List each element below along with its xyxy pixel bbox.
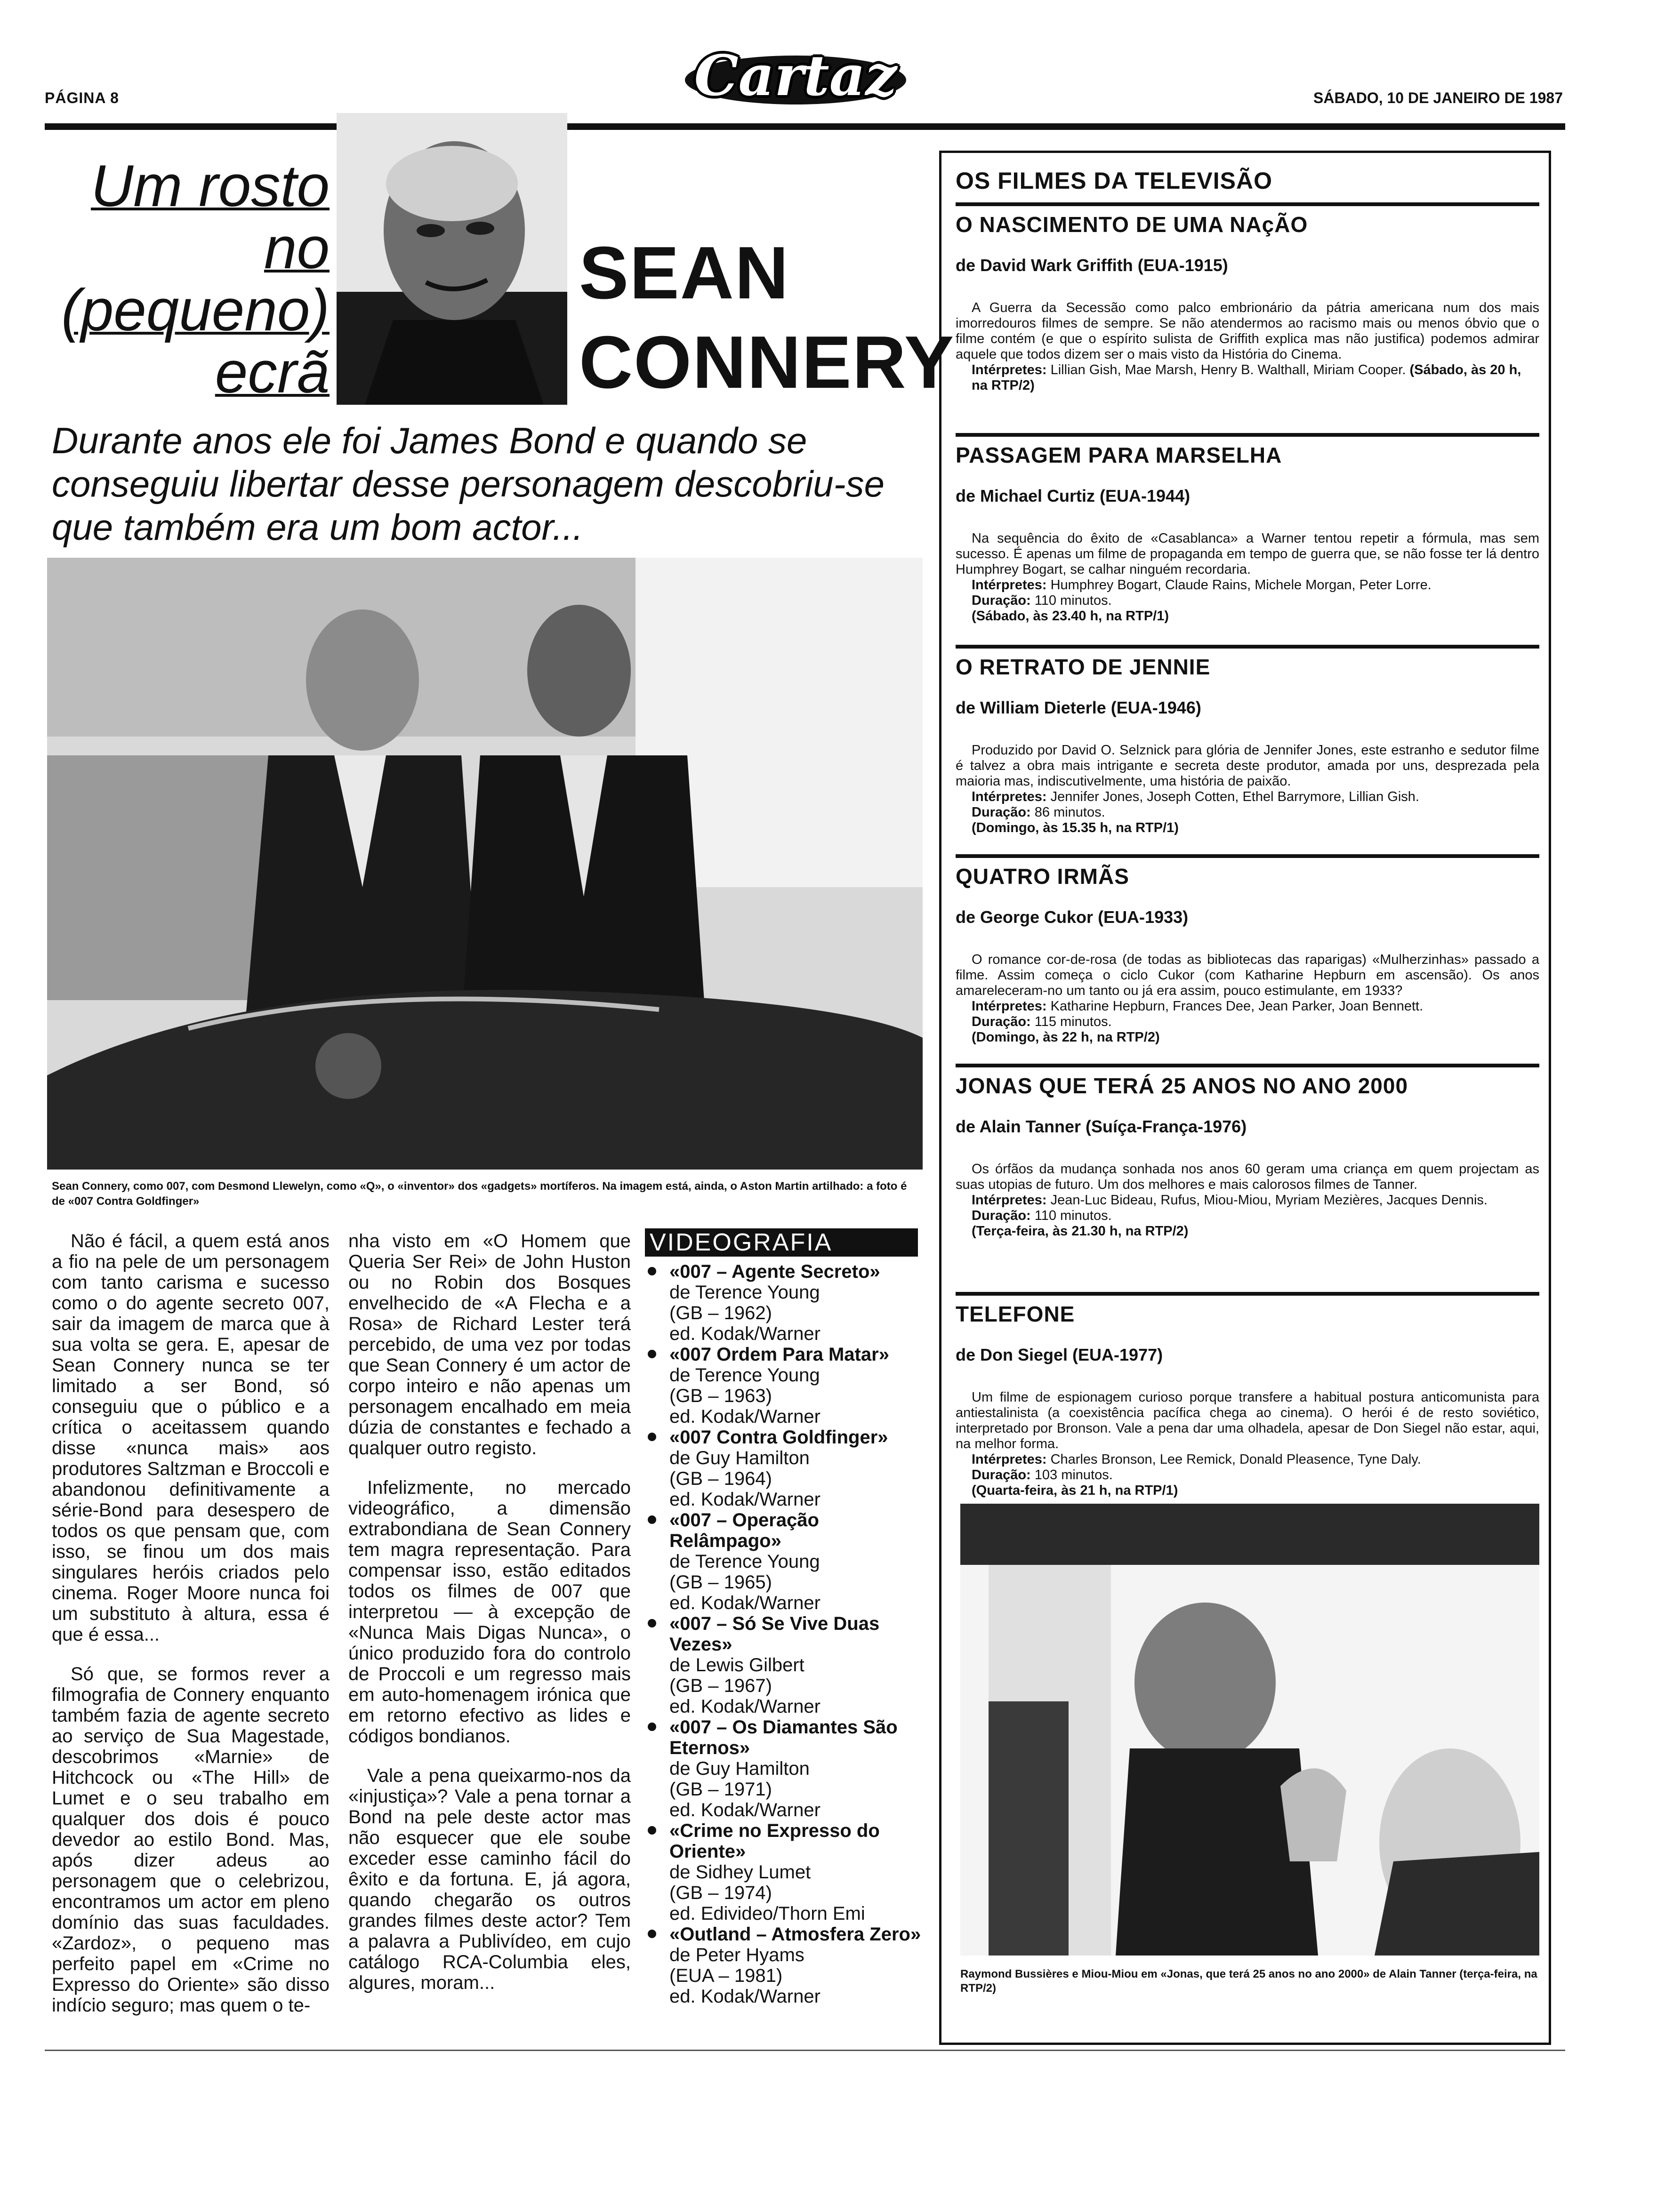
vg-director: de Terence Young xyxy=(669,1551,820,1572)
duration-value: 115 minutos. xyxy=(1034,1014,1112,1029)
duration-label: Duração: xyxy=(972,1208,1031,1223)
tv-section-title: OS FILMES DA TELEVISÃO xyxy=(956,168,1272,194)
film-director: de William Dieterle (EUA-1946) xyxy=(956,698,1201,717)
vg-title: «007 – Agente Secreto» xyxy=(669,1261,880,1282)
film-synopsis: Produzido por David O. Selznick para glória de Jennifer Jones, este estranho e sedutor filme é talvez a obra mais intrigante e secreta deste produtor, amada por uns, desprezada pela maioria mas, indiscutivelmente, uma história de paixão. xyxy=(956,743,1539,789)
headline-line: CONNERY xyxy=(579,321,955,404)
article-paragraph: Só que, se formos rever a filmografia de Connery enquanto também fazia de agente secreto ao serviço de Sua Magestade, descobrimos «Marnie» de Hitchcock ou «The Hill» de Lumet e o seu trabalho em qualquer dos dois é pouco devedor ao estilo Bond. Mas, após dizer adeus ao personagem que o celebrizou, encontramos um actor em pleno domínio das suas faculdades. «Zardoz», o pequeno mas perfeito papel em «Crime no Expresso do Oriente» são disso indício seguro; mas quem o te- xyxy=(52,1664,330,2016)
tv-film-entry xyxy=(956,645,1539,836)
vg-title: «Crime no Expresso do Oriente» xyxy=(669,1820,880,1862)
tv-film-entry xyxy=(956,202,1539,393)
duration-label: Duração: xyxy=(972,1467,1031,1483)
bullet-icon xyxy=(648,1350,656,1358)
vg-year: (GB – 1962) xyxy=(669,1303,772,1323)
videografia-list xyxy=(645,1261,923,2007)
film-schedule: (Sábado, às 20 h, na RTP/2) xyxy=(972,362,1521,393)
film-director: de George Cukor (EUA-1933) xyxy=(956,907,1189,927)
jonas-photo xyxy=(960,1504,1539,1956)
bullet-icon xyxy=(648,1826,656,1835)
duration-value: 103 minutos. xyxy=(1034,1467,1113,1483)
vg-year: (GB – 1971) xyxy=(669,1779,772,1800)
vg-label: ed. Kodak/Warner xyxy=(669,1800,820,1820)
videografia-item xyxy=(645,1344,923,1427)
portrait-photo xyxy=(337,113,567,405)
vg-label: ed. Kodak/Warner xyxy=(669,1986,820,2007)
article-paragraph: Não é fácil, a quem está anos a fio na pele de um personagem com tanto carisma e sucesso como o do agente secreto 007, sair da imagem de marca que à sua volta se gera. E, apesar de Sean Connery nunca se ter limitado a ser Bond, só conseguiu que o público e a crítica o aceitassem quando disse «nunca mais» aos produtores Saltzman e Broccoli e abandonou definitivamente a série-Bond para desespero de todos os que pensam que, com isso, se finou um dos mais singulares heróis criados pelo cinema. Roger Moore nunca foi um substituto à altura, essa é que é essa... xyxy=(52,1231,330,1645)
film-synopsis: A Guerra da Secessão como palco embrionário da pátria americana num dos mais imorredouros filmes de sempre. Se não atendermos ao racismo mais ou menos óbvio que o filme contém (e que o espírito sulista de Griffith explica mas não justifica) podemos admirar aquele que todos dizem ser o mais visto da História do Cinema. xyxy=(956,300,1539,362)
article-column-1 xyxy=(52,1231,330,2035)
film-director: de David Wark Griffith (EUA-1915) xyxy=(956,256,1228,275)
film-duration xyxy=(956,805,1539,820)
kicker-line: (pequeno) xyxy=(61,278,330,343)
videografia-item xyxy=(645,1427,923,1510)
vg-label: ed. Kodak/Warner xyxy=(669,1323,820,1344)
film-duration xyxy=(956,593,1539,609)
film-title: TELEFONE xyxy=(956,1302,1075,1326)
cast-value: Charles Bronson, Lee Remick, Donald Pleasence, Tyne Daly. xyxy=(1050,1452,1421,1467)
cast-label: Intérpretes: xyxy=(972,1452,1047,1467)
cast-label: Intérpretes: xyxy=(972,577,1047,593)
videografia-item xyxy=(645,1613,923,1717)
videografia-item xyxy=(645,1924,923,2007)
issue-date: SÁBADO, 10 DE JANEIRO DE 1987 xyxy=(1313,89,1563,106)
main-photo xyxy=(47,558,923,1170)
film-cast xyxy=(956,1193,1539,1208)
header-rule xyxy=(45,123,1565,130)
vg-director: de Lewis Gilbert xyxy=(669,1655,804,1675)
vg-title: «007 – Operação Relâmpago» xyxy=(669,1510,819,1551)
vg-director: de Guy Hamilton xyxy=(669,1758,810,1779)
cast-value: Jennifer Jones, Joseph Cotten, Ethel Barrymore, Lillian Gish. xyxy=(1050,789,1419,804)
headline-line: SEAN xyxy=(579,232,789,314)
article-paragraph: Vale a pena queixarmo-nos da «injustiça»? Vale a pena tornar a Bond na pele deste actor mas não esquecer que ele soube exceder esse caminho fácil do êxito e da fortuna. E, já agora, quando chegarão os outros grandes filmes deste actor? Tem a palavra a Publivídeo, em cujo catálogo RCA-Columbia eles, algures, moram... xyxy=(348,1765,631,1993)
bullet-icon xyxy=(648,1515,656,1524)
duration-value: 110 minutos. xyxy=(1034,1208,1112,1223)
bullet-icon xyxy=(648,1723,656,1731)
main-photo-caption: Sean Connery, como 007, com Desmond Llewelyn, como «Q», o «inventor» dos «gadgets» mortíferos. Na imagem está, ainda, o Aston Martin artilhado: a foto é de «007 Contra Goldfinger» xyxy=(52,1180,907,1208)
article-paragraph: Infelizmente, no mercado videográfico, a dimensão extrabondiana de Sean Connery tem magra representação. Para compensar isso, estão editados todos os filmes de 007 que interpretou — à excepção de «Nunca Mais Digas Nunca», o único produzido fora do controlo de Proccoli e um regresso mais em auto-homenagem irónica que em retorno efectivo as lides e códigos bondianos. xyxy=(348,1477,631,1747)
film-director: de Michael Curtiz (EUA-1944) xyxy=(956,486,1190,505)
jonas-photo-caption: Raymond Bussières e Miou-Miou em «Jonas, que terá 25 anos no ano 2000» de Alain Tanner (terça-feira, na RTP/2) xyxy=(960,1968,1537,1995)
tv-film-entry xyxy=(956,1292,1539,1499)
vg-director: de Peter Hyams xyxy=(669,1945,804,1965)
bullet-icon xyxy=(648,1267,656,1275)
film-synopsis: Um filme de espionagem curioso porque transfere a habitual postura anticomunista para antiestalinista (a coexistência pacífica chega ao cinema). O herói é de resto soviético, interpretado por Bronson. Vale a pena dar uma olhadela, apesar de Don Siegel não estar, aqui, na melhor forma. xyxy=(956,1390,1539,1451)
vg-label: ed. Kodak/Warner xyxy=(669,1593,820,1613)
duration-label: Duração: xyxy=(972,805,1031,820)
film-cast xyxy=(956,999,1539,1014)
film-rule xyxy=(956,202,1539,206)
kicker-title xyxy=(47,155,330,404)
vg-director: de Guy Hamilton xyxy=(669,1448,810,1468)
videografia-item xyxy=(645,1510,923,1613)
footer-rule xyxy=(45,2050,1565,2051)
film-duration xyxy=(956,1014,1539,1030)
film-synopsis: Na sequência do êxito de «Casablanca» a Warner tentou repetir a fórmula, mas sem sucesso. É apenas um filme de propaganda em tempo de guerra que, se não fosse ter lá dentro Humphrey Bogart, se calhar ninguém recordaria. xyxy=(956,531,1539,577)
duration-value: 110 minutos. xyxy=(1034,593,1112,608)
vg-year: (GB – 1974) xyxy=(669,1883,772,1903)
film-synopsis: Os órfãos da mudança sonhada nos anos 60 geram uma criança em quem projectam as suas utopias de futuro. Um dos melhores e mais calorosos filmes de Tanner. xyxy=(956,1162,1539,1192)
cast-value: Jean-Luc Bideau, Rufus, Miou-Miou, Myriam Mezières, Jacques Dennis. xyxy=(1050,1193,1488,1208)
vg-director: de Terence Young xyxy=(669,1282,820,1303)
film-rule xyxy=(956,854,1539,858)
duration-label: Duração: xyxy=(972,593,1031,608)
film-schedule: (Domingo, às 22 h, na RTP/2) xyxy=(972,1030,1160,1045)
vg-label: ed. Edivideo/Thorn Emi xyxy=(669,1903,865,1924)
bullet-icon xyxy=(648,1433,656,1441)
cast-label: Intérpretes: xyxy=(972,1193,1047,1208)
film-title: JONAS QUE TERÁ 25 ANOS NO ANO 2000 xyxy=(956,1074,1408,1098)
film-title: QUATRO IRMÃS xyxy=(956,864,1129,889)
kicker-line: ecrã xyxy=(215,340,330,405)
film-rule xyxy=(956,1292,1539,1296)
film-title: O RETRATO DE JENNIE xyxy=(956,655,1211,679)
film-director: de Alain Tanner (Suíça-França-1976) xyxy=(956,1117,1247,1136)
cast-value: Katharine Hepburn, Frances Dee, Jean Parker, Joan Bennett. xyxy=(1050,999,1424,1014)
cast-label: Intérpretes: xyxy=(972,789,1047,804)
article-paragraph: nha visto em «O Homem que Queria Ser Rei» de John Huston ou no Robin dos Bosques envelhecido de «A Flecha e a Rosa» de Richard Lester terá percebido, de uma vez por todas que Sean Connery é um actor de corpo inteiro e não apenas um personagem encalhado em meia dúzia de constantes e fechado a qualquer outro registo. xyxy=(348,1231,631,1459)
videografia-item xyxy=(645,1820,923,1924)
duration-label: Duração: xyxy=(972,1014,1031,1029)
film-cast xyxy=(956,789,1539,805)
page-number: PÁGINA 8 xyxy=(45,89,119,106)
vg-label: ed. Kodak/Warner xyxy=(669,1696,820,1717)
videografia-item xyxy=(645,1261,923,1344)
bullet-icon xyxy=(648,1619,656,1627)
film-rule xyxy=(956,433,1539,437)
cast-label: Intérpretes: xyxy=(972,362,1047,377)
kicker-line: no xyxy=(264,216,330,281)
kicker-line: Um rosto xyxy=(90,153,330,219)
vg-label: ed. Kodak/Warner xyxy=(669,1406,820,1427)
film-schedule: (Sábado, às 23.40 h, na RTP/1) xyxy=(972,609,1169,624)
vg-title: «007 Contra Goldfinger» xyxy=(669,1427,888,1448)
film-schedule: (Domingo, às 15.35 h, na RTP/1) xyxy=(972,820,1179,835)
logo-wordmark: Cartaz xyxy=(694,42,897,108)
film-synopsis: O romance cor-de-rosa (de todas as bibliotecas das raparigas) «Mulherzinhas» passado a filme. Assim começa o ciclo Cukor (com Katharine Hepburn em ascensão). Os anos amareleceram-no um tanto ou já era assim, pouco estimulante, em 1933? xyxy=(956,952,1539,998)
film-director: de Don Siegel (EUA-1977) xyxy=(956,1345,1163,1364)
vg-year: (GB – 1964) xyxy=(669,1468,772,1489)
videografia-item xyxy=(645,1717,923,1820)
tv-film-entry xyxy=(956,433,1539,624)
vg-title: «007 – Os Diamantes São Eternos» xyxy=(669,1717,898,1758)
vg-year: (GB – 1965) xyxy=(669,1572,772,1593)
film-cast xyxy=(956,1452,1539,1467)
film-title: O NASCIMENTO DE UMA NAçÃO xyxy=(956,212,1308,237)
article-column-2 xyxy=(348,1231,631,2012)
videografia-title: VIDEOGRAFIA xyxy=(645,1228,918,1257)
vg-year: (GB – 1967) xyxy=(669,1675,772,1696)
vg-director: de Terence Young xyxy=(669,1365,820,1386)
tv-film-entry xyxy=(956,854,1539,1045)
film-rule xyxy=(956,645,1539,649)
lead-paragraph: Durante anos ele foi James Bond e quando se conseguiu libertar desse personagem descobriu-se que também era um bom actor... xyxy=(52,420,885,548)
vg-title: «007 – Só Se Vive Duas Vezes» xyxy=(669,1613,880,1655)
vg-director: de Sidhey Lumet xyxy=(669,1862,811,1883)
vg-title: «007 Ordem Para Matar» xyxy=(669,1344,889,1365)
film-schedule: (Terça-feira, às 21.30 h, na RTP/2) xyxy=(972,1224,1189,1239)
vg-label: ed. Kodak/Warner xyxy=(669,1489,820,1510)
film-cast xyxy=(956,577,1539,593)
vg-year: (GB – 1963) xyxy=(669,1386,772,1406)
film-rule xyxy=(956,1064,1539,1067)
film-cast xyxy=(956,362,1539,393)
film-duration xyxy=(956,1208,1539,1224)
masthead-logo xyxy=(678,42,913,108)
duration-value: 86 minutos. xyxy=(1034,805,1105,820)
cast-label: Intérpretes: xyxy=(972,999,1047,1014)
film-title: PASSAGEM PARA MARSELHA xyxy=(956,443,1282,467)
film-schedule: (Quarta-feira, às 21 h, na RTP/1) xyxy=(972,1483,1178,1498)
cast-value: Lillian Gish, Mae Marsh, Henry B. Walthall, Miriam Cooper. xyxy=(1050,362,1406,377)
film-duration xyxy=(956,1467,1539,1483)
bullet-icon xyxy=(648,1930,656,1938)
headline xyxy=(579,228,955,407)
cast-value: Humphrey Bogart, Claude Rains, Michele Morgan, Peter Lorre. xyxy=(1050,577,1432,593)
vg-year: (EUA – 1981) xyxy=(669,1965,783,1986)
tv-film-entry xyxy=(956,1064,1539,1239)
vg-title: «Outland – Atmosfera Zero» xyxy=(669,1924,921,1945)
